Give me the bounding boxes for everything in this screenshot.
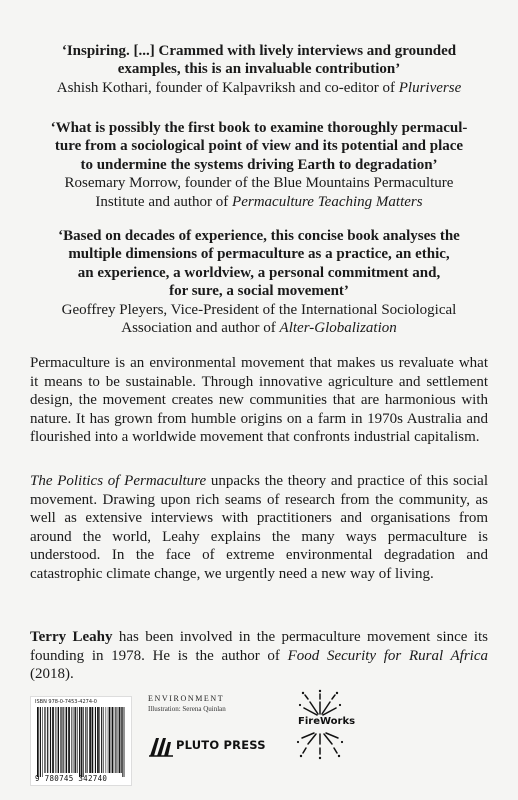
imprint-name: FireWorks [298,716,356,727]
barcode-bar [87,707,88,773]
barcode-bar [114,707,115,773]
pluto-press-icon [148,734,174,758]
quote-text: ‘Based on decades of experience, this concise book analyses the multiple dimensions of permaculture as a practice, an ethic, an experience, a worldview, a personal commitment and, for sure, a social movement’ [58,228,460,300]
barcode-bar [119,707,120,773]
barcode-bar [122,707,123,777]
barcode-bar [85,707,86,773]
barcode-bar [111,707,112,773]
barcode-bar [95,707,96,773]
barcode-bar [74,707,75,773]
barcode-bar [97,707,99,773]
category-label: ENVIRONMENT [148,694,225,703]
barcode-bar [75,707,76,773]
barcode-bar [61,707,62,773]
author-previous-book: Food Security for Rural Africa [287,647,489,664]
illustration-credit: Illustration: Serena Quinlan [148,705,226,713]
barcode-bar [106,707,107,773]
barcode-bar [47,707,48,773]
quote-attribution: Geoffrey Pleyers, Vice-President of the International Sociological Association and author of Alter-Globalization [61,301,457,337]
book-title: The Politics of Permaculture [30,473,207,489]
barcode-bar [108,707,109,773]
barcode-icon [31,697,131,785]
firework-sparks-icon [290,730,350,770]
barcode-bar [65,707,66,773]
barcode-bar [57,707,58,773]
barcode-bar [55,707,56,773]
firework-burst-icon [290,688,350,718]
barcode-bar [121,707,122,773]
barcode-bar [101,707,102,773]
quote-attribution: Ashish Kothari, founder of Kalpavriksh and co-editor of Pluriverse [56,79,462,96]
barcode-bar [89,707,91,773]
quote-attribution: Rosemary Morrow, founder of the Blue Mountains Permaculture Institute and author of Permaculture Teaching Matters [64,175,454,210]
isbn-label: ISBN 978-0-7453-4274-0 [35,699,97,705]
barcode-bar [40,707,41,777]
quote-morrow [30,119,488,211]
author-bio: Terry Leahy has been involved in the permaculture movement since its founding in 1978. He is the author of Food Security for Rural Africa (2018). [30,629,489,683]
barcode-bar [99,707,100,773]
barcode-bar [37,707,39,777]
barcode-bar [50,707,51,773]
barcode-bar [73,707,74,773]
barcode-bar [79,707,80,777]
blurb-paragraph-1: Permaculture is an environmental movement that makes us revaluate what it means to be sustainable. Through innovative agriculture and settlement design, the movement creates new communities that are harmonious with nature. It has grown from humble origins on a farm in 1970s Australia and flourished into a worldwide movement that confronts industrial capitalism. [30,355,488,446]
barcode-bar [115,707,116,773]
barcode-bar [58,707,59,773]
barcode-bar [68,707,70,773]
quote-text: ‘What is possibly the first book to examine thoroughly permacul- ture from a sociological point of view and its potential and place to undermine the systems driving Earth to degradation’ [50,120,468,173]
quote-pleyers [30,227,488,337]
barcode-bar [103,707,104,773]
publisher-name: PLUTO PRESS [176,738,266,752]
barcode-bar [81,707,82,777]
quote-text: ‘Inspiring. [...] Crammed with lively interviews and grounded examples, this is an invaluable contribution’ [61,43,457,78]
barcode-bar [83,707,84,777]
barcode-bar [45,707,46,773]
barcode-bar [112,707,113,773]
isbn-barcode [30,696,132,786]
barcode-bar [44,707,45,773]
barcode-number: 9 780745 342740 [35,774,108,783]
barcode-bar [77,707,78,773]
back-cover-footer [0,686,518,800]
barcode-bar [71,707,72,773]
barcode-bar [109,707,110,773]
barcode-bar [60,707,61,773]
barcode-bar [52,707,54,773]
barcode-bar [42,707,43,777]
barcode-bar [66,707,67,773]
fireworks-logo [290,688,356,778]
pluto-press-logo [148,734,268,758]
quote-kothari [30,42,488,97]
author-name: Terry Leahy [30,629,113,645]
barcode-bar [118,707,119,773]
barcode-bar [63,707,64,773]
barcode-bar [92,707,94,773]
blurb-paragraph-2: The Politics of Permaculture unpacks the theory and practice of this social movement. Drawing upon rich seams of research from the community, as well as extensive interviews with practitioners and organisations from around the world, Leahy explains the many ways permaculture is understood. In the face of extreme environmental degradation and catastrophic climate change, we urgently need a new way of living. [30,473,488,582]
